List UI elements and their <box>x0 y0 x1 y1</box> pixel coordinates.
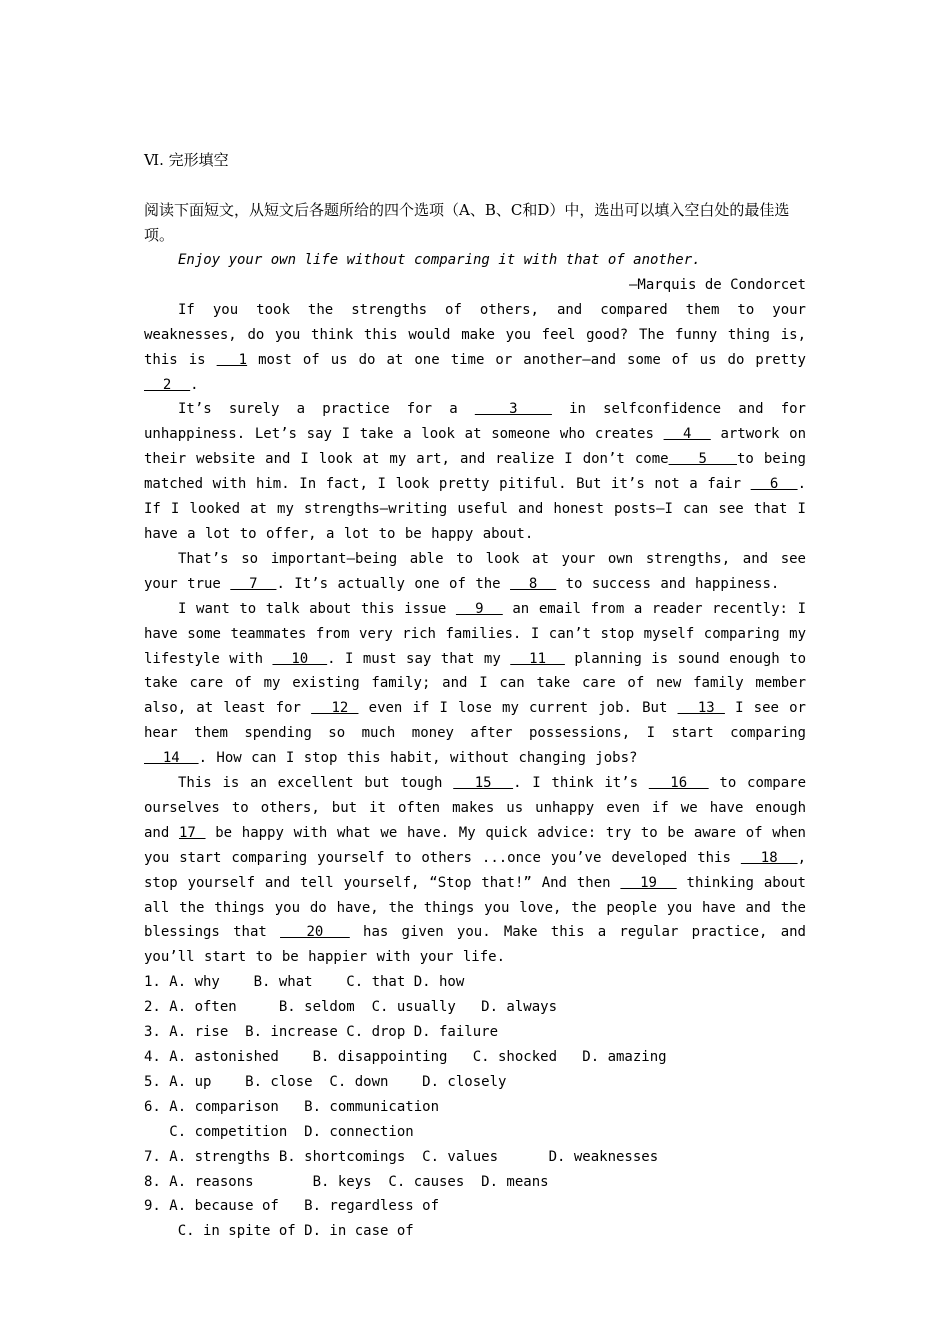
passage-paragraph <box>144 397 806 546</box>
passage-text: most of us do at one time or another—and some of us do pretty <box>247 351 806 368</box>
passage-text: . <box>190 376 199 393</box>
passage-paragraph <box>144 597 806 771</box>
option-line: 1. A. why B. what C. that D. how <box>144 974 465 991</box>
passage-text: . I must say that my <box>327 650 511 667</box>
answer-blank: 7 <box>230 575 277 592</box>
passage-paragraph <box>144 771 806 970</box>
passage-text: That’s so important—being able to look at your own strengths, and see your true <box>144 550 806 592</box>
answer-blank: 14 <box>144 750 199 767</box>
passage-text: I see or hear them spending so much money after possessions, I start comparing <box>144 700 806 742</box>
answer-blank: 16 <box>648 775 709 792</box>
passage-text: I want to talk about this issue <box>178 600 456 617</box>
passage-text: thinking about all the things you do have, the things you love, the people you have and the blessings that <box>144 874 806 941</box>
passage-text: , stop yourself and tell yourself, “Stop that!” And then <box>144 849 806 891</box>
answer-blank: 18 <box>740 849 798 866</box>
options-list <box>144 970 806 1244</box>
passage-text: . If I looked at my strengths—writing useful and honest posts—I can see that I have a lot to offer, a lot to be happy about. <box>144 476 806 542</box>
passage-text: This is an excellent but tough <box>178 775 454 792</box>
passage-text: to compare ourselves to others, but it often makes us unhappy even if we have enough and <box>144 775 807 841</box>
option-line: 9. A. because of B. regardless of <box>144 1198 440 1215</box>
passage-text: has given you. Make this a regular practice, and you’ll start to be happier with your life. <box>144 924 806 966</box>
passage-paragraph <box>144 547 806 597</box>
answer-blank: 1 <box>216 351 248 368</box>
option-line: 8. A. reasons B. keys C. causes D. means <box>144 1173 549 1190</box>
option-line: C. in spite of D. in case of <box>144 1223 414 1240</box>
answer-blank: 8 <box>510 575 557 592</box>
answer-blank: 10 <box>272 650 328 667</box>
answer-blank: 15 <box>453 775 514 792</box>
passage-text: in selfconfidence and for unhappiness. Let’s say I take a look at someone who creates <box>144 401 806 443</box>
passage-text: . I think it’s <box>513 775 649 792</box>
passage-text: If you took the strengths of others, and compared them to your weaknesses, do you think this would make you feel good? The funny thing is, this is <box>144 301 806 368</box>
passage-text: an email from a reader recently: I have some teammates from very rich families. I can’t stop myself comparing my lifestyle with <box>144 600 806 667</box>
passage-text: to being matched with him. In fact, I look pretty pitiful. But it’s not a fair <box>144 451 806 493</box>
option-line: 3. A. rise B. increase C. drop D. failure <box>144 1024 499 1041</box>
motto: Enjoy your own life without comparing it with that of another. <box>178 252 701 268</box>
motto-author: —Marquis de Condorcet <box>628 276 806 293</box>
answer-blank: 9 <box>455 600 503 617</box>
option-line: C. competition D. connection <box>144 1123 414 1140</box>
answer-blank: 13 <box>677 700 725 717</box>
passage <box>144 298 806 970</box>
passage-text: planning is sound enough to take care of my existing family; and I can take care of new family member also, at least for <box>144 650 806 717</box>
option-line: 6. A. comparison B. communication <box>144 1098 440 1115</box>
answer-blank: 19 <box>620 874 677 891</box>
answer-blank: 17 <box>178 824 206 841</box>
passage-text: even if I lose my current job. But <box>358 700 678 717</box>
option-line: 4. A. astonished B. disappointing C. shocked D. amazing <box>144 1049 667 1065</box>
answer-blank: 11 <box>510 650 565 667</box>
answer-blank: 2 <box>144 376 191 393</box>
answer-blank: 5 <box>668 451 737 468</box>
passage-text: artwork on their website and I look at my art, and realize I don’t come <box>144 426 806 468</box>
passage-text: . It’s actually one of the <box>276 575 511 592</box>
answer-blank: 6 <box>750 476 798 493</box>
option-line: 7. A. strengths B. shortcomings C. values D. weaknesses <box>144 1148 659 1165</box>
option-line: 2. A. often B. seldom C. usually D. always <box>144 999 558 1016</box>
answer-blank: 4 <box>663 426 711 443</box>
exam-page <box>144 148 806 1244</box>
passage-paragraph <box>144 298 806 398</box>
passage-text: be happy with what we have. My quick advice: try to be aware of when you start comparing yourself to others ...once you’ve developed this <box>144 824 806 866</box>
passage-text: It’s surely a practice for a <box>178 401 475 418</box>
answer-blank: 20 <box>280 924 350 941</box>
passage-text: to success and happiness. <box>556 575 780 592</box>
answer-blank: 3 <box>474 401 552 418</box>
section-title: Ⅵ. 完形填空 <box>144 151 229 169</box>
answer-blank: 12 <box>311 700 359 717</box>
passage-text: . How can I stop this habit, without changing jobs? <box>198 750 638 767</box>
option-line: 5. A. up B. close C. down D. closely <box>144 1073 507 1090</box>
instructions: 阅读下面短文，从短文后各题所给的四个选项（A、B、C和D）中，选出可以填入空白处的最佳选项。 <box>144 201 790 244</box>
